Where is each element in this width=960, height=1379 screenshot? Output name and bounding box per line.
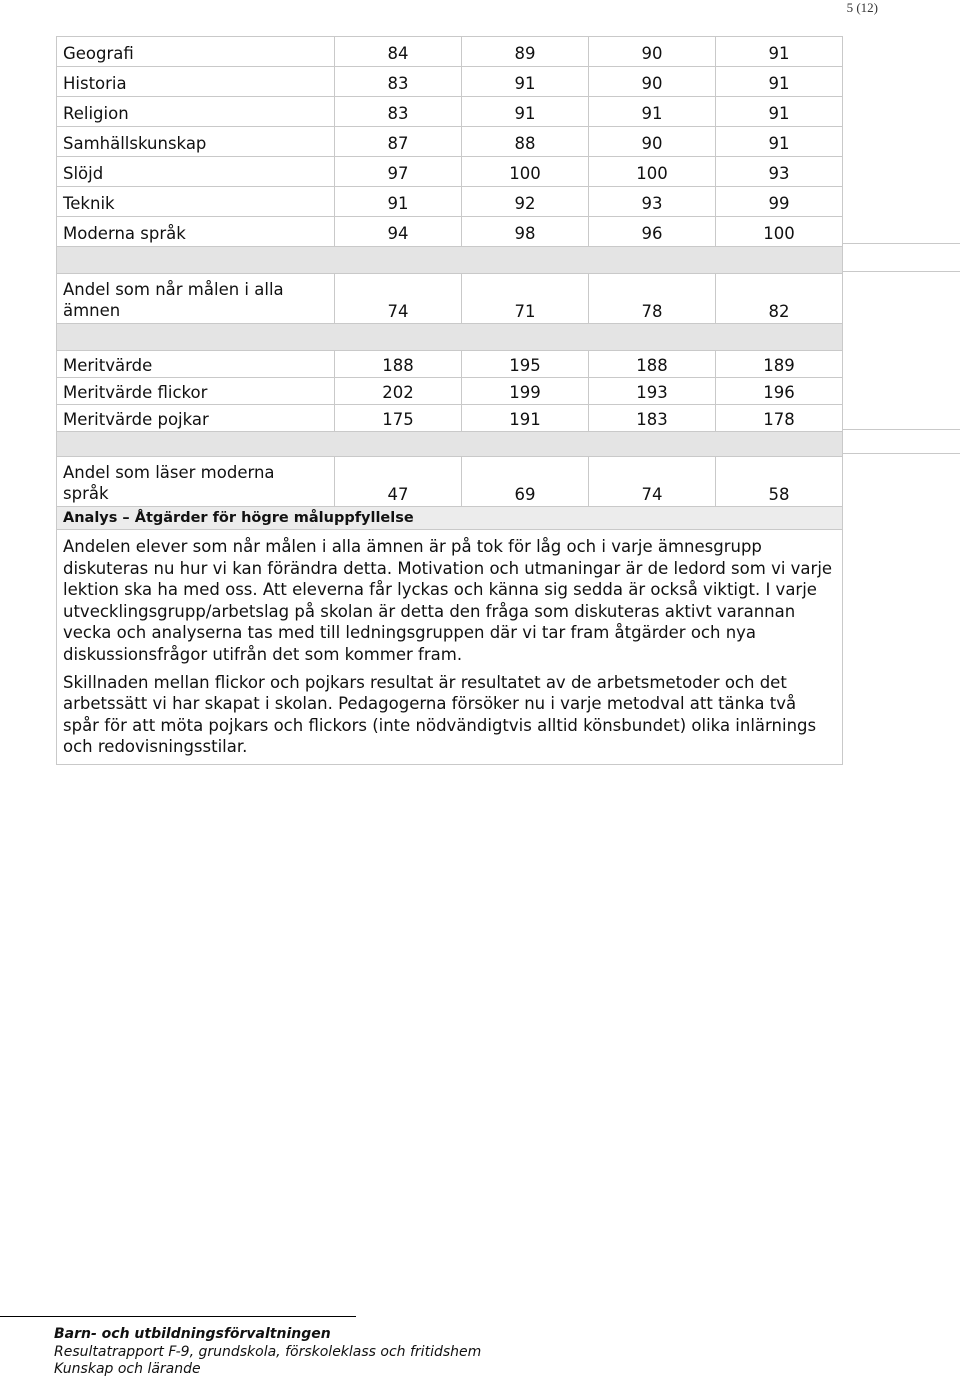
cell-value: 94 [335,217,462,247]
cell-value: 88 [462,127,589,157]
cell-value: 91 [716,97,843,127]
row-label-line: Andel som når målen i alla [63,280,284,299]
cell-value: 91 [462,97,589,127]
cell-value: 199 [462,378,589,405]
cell-value: 202 [335,378,462,405]
cell-value: 100 [462,157,589,187]
table-row-samhallskunskap [57,127,843,157]
cell-value: 189 [716,351,843,378]
table-spacer-row [57,247,843,274]
spacer-cell [57,432,843,457]
row-label: Geografi [57,37,335,67]
page-number: 5 (12) [846,0,878,15]
footer-section: Kunskap och lärande [54,1361,201,1377]
cell-value: 74 [335,274,462,324]
row-label: Samhällskunskap [57,127,335,157]
row-label: Historia [57,67,335,97]
table-row-teknik [57,187,843,217]
row-label [57,457,335,507]
cell-value: 175 [335,405,462,432]
row-label: Meritvärde flickor [57,378,335,405]
cell-value: 91 [589,97,716,127]
row-label: Slöjd [57,157,335,187]
cell-value: 188 [589,351,716,378]
cell-value: 93 [589,187,716,217]
table-extension-line [842,243,960,244]
cell-value: 87 [335,127,462,157]
analysis-text-row [57,530,843,765]
table-row-modern-languages [57,457,843,507]
cell-value: 196 [716,378,843,405]
table-extension-line [842,453,960,454]
cell-value: 97 [335,157,462,187]
row-label-line: Andel som läser moderna [63,463,275,482]
cell-value: 83 [335,97,462,127]
cell-value: 78 [589,274,716,324]
table-row-religion [57,97,843,127]
footer-rule [0,1316,356,1317]
cell-value: 71 [462,274,589,324]
cell-value: 91 [716,127,843,157]
row-label: Teknik [57,187,335,217]
row-label [57,274,335,324]
cell-value: 89 [462,37,589,67]
row-label: Meritvärde [57,351,335,378]
cell-value: 90 [589,37,716,67]
table-row-geografi [57,37,843,67]
cell-value: 69 [462,457,589,507]
analysis-paragraph: Skillnaden mellan flickor och pojkars resultat är resultatet av de arbetsmetoder och det arbetssätt vi har skapat i skolan. Pedagogerna försöker nu i varje metodval att tänka två spår för att möta pojkars och flickors (inte nödvändigtvis alltid könsbundet) olika inlärnings och redovisningsstilar. [63,672,817,757]
table-row-slojd [57,157,843,187]
row-label-line: språk [63,484,109,503]
footer [54,1326,481,1379]
cell-value: 84 [335,37,462,67]
analysis-paragraph: Andelen elever som når målen i alla ämnen är på tok för låg och i varje ämnesgrupp diskuteras nu hur vi kan förändra detta. Motivation och utmaningar är de ledord som vi varje lektion ska ha med oss. Att eleverna får lyckas och känna sig sedda är också viktigt. I varje utvecklingsgrupp/arbetslag på skolan är detta den fråga som diskuteras aktivt varannan vecka och analyserna tas med till ledningsgruppen där vi tar fram åtgärder och nya diskussionsfrågor utifrån det som kommer fram. [63,537,833,664]
cell-value: 90 [589,127,716,157]
cell-value: 188 [335,351,462,378]
cell-value: 74 [589,457,716,507]
cell-value: 82 [716,274,843,324]
cell-value: 83 [335,67,462,97]
cell-value: 90 [589,67,716,97]
spacer-cell [57,247,843,274]
spacer-cell [57,324,843,351]
cell-value: 91 [716,37,843,67]
analysis-heading: Analys – Åtgärder för högre måluppfyllelse [57,507,843,530]
table-spacer-row [57,432,843,457]
cell-value: 91 [462,67,589,97]
cell-value: 91 [716,67,843,97]
cell-value: 178 [716,405,843,432]
analysis-text-cell [57,530,843,765]
cell-value: 58 [716,457,843,507]
cell-value: 98 [462,217,589,247]
analysis-heading-row [57,507,843,530]
table-row-meritvarde-pojkar [57,405,843,432]
footer-report-title: Resultatrapport F-9, grundskola, förskoleklass och fritidshem [54,1343,482,1360]
row-label-line: ämnen [63,301,121,320]
footer-organization: Barn- och utbildningsförvaltningen [54,1326,331,1342]
table-extension-line [842,271,960,272]
results-table [56,36,843,765]
cell-value: 195 [462,351,589,378]
cell-value: 100 [589,157,716,187]
cell-value: 99 [716,187,843,217]
table-spacer-row [57,324,843,351]
cell-value: 193 [589,378,716,405]
table-row-meritvarde [57,351,843,378]
cell-value: 93 [716,157,843,187]
table-extension-line [842,429,960,430]
table-row-meritvarde-flickor [57,378,843,405]
table-row-moderna-sprak [57,217,843,247]
cell-value: 183 [589,405,716,432]
row-label: Moderna språk [57,217,335,247]
cell-value: 100 [716,217,843,247]
table-row-goal-all-subjects [57,274,843,324]
table-row-historia [57,67,843,97]
row-label: Religion [57,97,335,127]
row-label: Meritvärde pojkar [57,405,335,432]
cell-value: 96 [589,217,716,247]
cell-value: 91 [335,187,462,217]
cell-value: 92 [462,187,589,217]
cell-value: 191 [462,405,589,432]
cell-value: 47 [335,457,462,507]
